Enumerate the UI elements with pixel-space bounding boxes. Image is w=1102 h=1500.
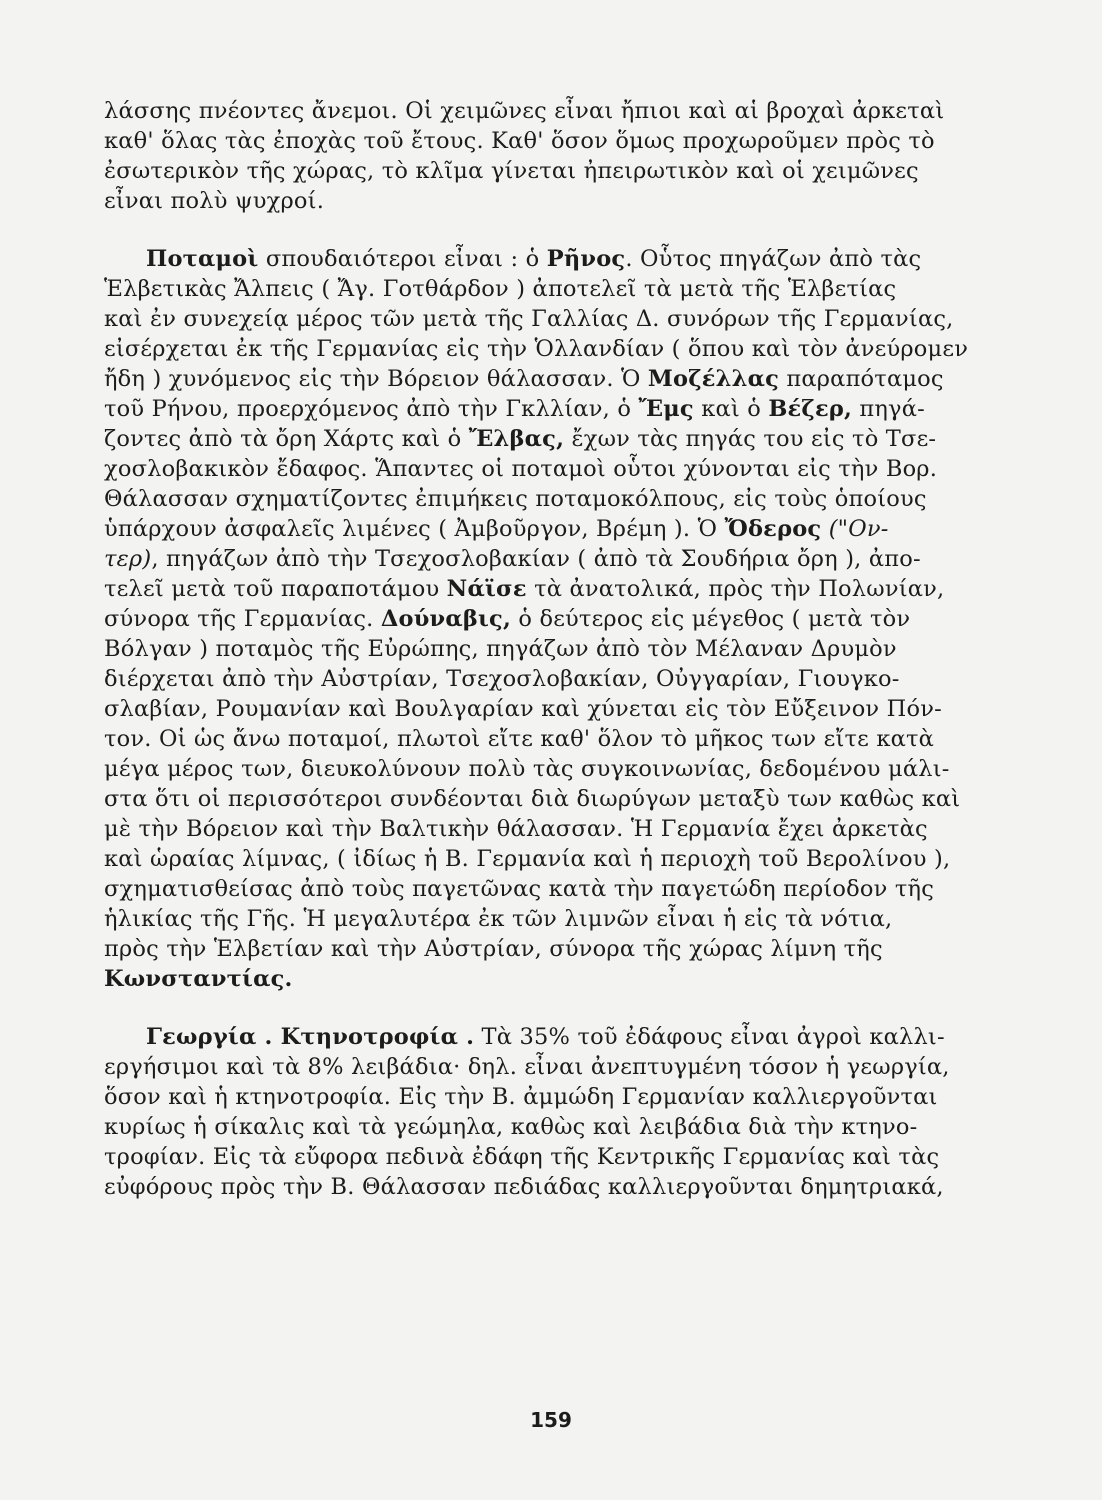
text-line (104, 244, 942, 274)
text-line: Βόλγαν ) ποταμὸς τῆς Εὐρώπης, πηγάζων ἀπὸ τὸν Μέλαναν Δρυμὸν (104, 636, 897, 662)
river-name: Βέζερ, (768, 396, 853, 422)
text-line: διέρχεται ἀπὸ τὴν Αὐστρίαν, Τσεχοσλοβακίαν, Οὐγγαρίαν, Γιουγκο- (104, 666, 900, 692)
river-name: Ἔμς (638, 396, 694, 422)
text-line: καθ' ὅλας τὰς ἐποχὰς τοῦ ἔτους. Καθ' ὅσον ὅμως προχωροῦμεν πρὸς τὸ (104, 128, 935, 154)
text-line: τον. Οἱ ὡς ἄνω ποταμοί, πλωτοὶ εἴτε καθ' ὅλον τὸ μῆκος των εἴτε κατὰ (104, 726, 935, 752)
text-line (104, 424, 942, 454)
text-line: καὶ ὡραίας λίμνας, ( ἰδίως ἡ Β. Γερμανία καὶ ἡ περιοχὴ τοῦ Βερολίνου ), (104, 846, 951, 872)
text-line: Θάλασσαν σχηματίζοντες ἐπιμήκεις ποταμοκόλπους, εἰς τοὺς ὁποίους (104, 486, 927, 512)
text-line: πρὸς τὴν Ἑλβετίαν καὶ τὴν Αὐστρίαν, σύνορα τῆς χώρας λίμνη τῆς (104, 936, 883, 962)
text-line (104, 544, 942, 574)
text-run: ἤδη ) χυνόμενος εἰς τὴν Βόρειον θάλασσαν. Ὁ (104, 366, 648, 392)
text-line (104, 574, 945, 604)
text-line: εἰσέρχεται ἐκ τῆς Γερμανίας εἰς τὴν Ὁλλανδίαν ( ὅπου καὶ τὸν ἀνεύρομεν (104, 336, 969, 362)
text-run: τελεῖ μετὰ τοῦ παραποτάμου (104, 576, 447, 602)
text-run: ζοντες ἀπὸ τὰ ὄρη Χάρτς καὶ ὁ (104, 426, 469, 452)
heading-rivers: Ποταμοὶ (146, 246, 259, 272)
text-line: Ἑλβετικὰς Ἄλπεις ( Ἄγ. Γοτθάρδον ) ἀποτελεῖ τὰ μετὰ τῆς Ἑλβετίας (104, 276, 897, 302)
text-line: χοσλοβακικὸν ἔδαφος. Ἅπαντες οἱ ποταμοὶ οὗτοι χύνονται εἰς τὴν Βορ. (104, 456, 938, 482)
text-line: σχηματισθείσας ἀπὸ τοὺς παγετῶνας κατὰ τὴν παγετώδη περίοδον τῆς (104, 876, 935, 902)
text-line: εὐφόρους πρὸς τὴν Β. Θάλασσαν πεδιάδας καλλιεργοῦνται δημητριακά, (104, 1174, 944, 1200)
lake-name: Κωνσταντίας. (104, 966, 293, 992)
text-run: , πηγάζων ἀπὸ τὴν Τσεχοσλοβακίαν ( ἀπὸ τὰ Σουδήρια ὄρη ), ἀπο- (151, 546, 921, 572)
river-name: Ὄδερος (724, 516, 822, 542)
text-line: μέγα μέρος των, διευκολύνουν πολὺ τὰς συγκοινωνίας, δεδομένου μάλι- (104, 756, 950, 782)
river-name: Ἔλβας, (468, 426, 565, 452)
text-line (104, 364, 942, 394)
text-line: εργήσιμοι καὶ τὰ 8% λειβάδια· δηλ. εἶναι ἀνεπτυγμένη τόσον ἡ γεωργία, (104, 1054, 950, 1080)
text-run: ("Ον- (821, 516, 889, 542)
text-run: παραπόταμος (779, 366, 944, 392)
text-line: λάσσης πνέοντες ἄνεμοι. Οἱ χειμῶνες εἶναι ἤπιοι καὶ αἱ βροχαὶ ἀρκεταὶ (104, 98, 945, 124)
text-line: καὶ ἐν συνεχείᾳ μέρος τῶν μετὰ τῆς Γαλλίας Δ. συνόρων τῆς Γερμανίας, (104, 306, 954, 332)
text-run: τὰ ἀνατολικά, πρὸς τὴν Πολωνίαν, (526, 576, 945, 602)
text-line (104, 514, 942, 544)
text-run: τερ) (104, 546, 152, 572)
paragraph-gap (104, 994, 942, 1022)
text-line (104, 604, 942, 634)
text-run: σπουδαιότεροι εἶναι : ὁ (258, 246, 547, 272)
text-line (104, 1022, 945, 1052)
text-line: ἡλικίας τῆς Γῆς. Ἡ μεγαλυτέρα ἐκ τῶν λιμνῶν εἶναι ἡ εἰς τὰ νότια, (104, 906, 893, 932)
text-line: σλαβίαν, Ρουμανίαν καὶ Βουλγαρίαν καὶ χύνεται εἰς τὸν Εὔξεινον Πόν- (104, 696, 942, 722)
text-run: καὶ ὁ (693, 396, 769, 422)
paragraph-gap (104, 216, 942, 244)
text-run: τοῦ Ρήνου, προερχόμενος ἀπὸ τὴν Γκλλίαν, ὁ (104, 396, 639, 422)
text-line: ὅσον καὶ ἡ κτηνοτροφία. Εἰς τὴν Β. ἀμμώδη Γερμανίαν καλλιεργοῦνται (104, 1084, 938, 1110)
text-line: κυρίως ἡ σίκαλις καὶ τὰ γεώμηλα, καθὼς καὶ λειβάδια διὰ τὴν κτηνο- (104, 1114, 918, 1140)
text-line: ἐσωτερικὸν τῆς χώρας, τὸ κλῖμα γίνεται ἠπειρωτικὸν καὶ οἱ χειμῶνες (104, 158, 919, 184)
page-number: 159 (530, 1408, 572, 1432)
text-line: στα ὅτι οἱ περισσότεροι συνδέονται διὰ διωρύγων μεταξὺ των καθὼς καὶ (104, 786, 961, 812)
text-column (104, 96, 969, 1202)
text-run: πηγά- (852, 396, 925, 422)
text-line: μὲ τὴν Βόρειον καὶ τὴν Βαλτικὴν θάλασσαν. Ἡ Γερμανία ἔχει ἀρκετὰς (104, 816, 928, 842)
heading-agriculture: Γεωργία . Κτηνοτροφία . (146, 1024, 475, 1050)
text-line (104, 394, 942, 424)
text-run: ὑπάρχουν ἀσφαλεῖς λιμένες ( Ἀμβοῦργον, Βρέμη ). Ὁ (104, 516, 725, 542)
text-run: σύνορα τῆς Γερμανίας. (104, 606, 381, 632)
text-line: εἶναι πολὺ ψυχροί. (104, 188, 325, 214)
text-run: ἔχων τὰς πηγάς του εἰς τὸ Τσε- (564, 426, 937, 452)
text-run: ὁ δεύτερος εἰς μέγεθος ( μετὰ τὸν (511, 606, 911, 632)
river-name: Δούναβις, (380, 606, 511, 632)
text-line: τροφίαν. Εἰς τὰ εὔφορα πεδινὰ ἐδάφη τῆς Κεντρικῆς Γερμανίας καὶ τὰς (104, 1144, 940, 1170)
text-run: . Οὗτος πηγάζων ἀπὸ τὰς (625, 246, 922, 272)
river-name: Μοζέλλας (647, 366, 780, 392)
river-name: Ρῆνος (546, 246, 626, 272)
river-name: Νάϊσε (446, 576, 527, 602)
text-run: Τὰ 35% τοῦ ἐδάφους εἶναι ἀγροὶ καλλι- (474, 1024, 945, 1050)
